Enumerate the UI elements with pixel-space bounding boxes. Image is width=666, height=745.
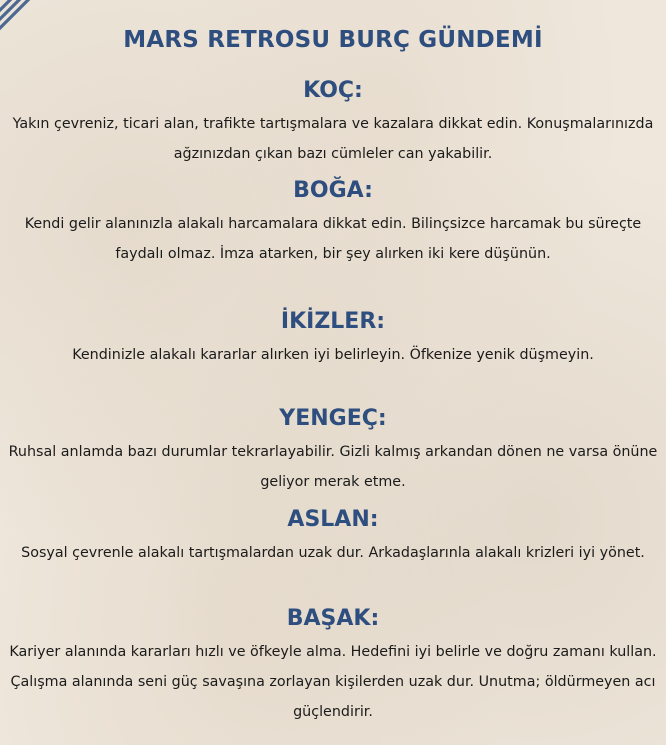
sign-section-boga — [0, 175, 666, 269]
sign-section-ikizler — [0, 306, 666, 370]
sign-section-basak — [0, 603, 666, 727]
sign-heading: ASLAN: — [287, 507, 379, 532]
sign-description: Kariyer alanında kararları hızlı ve öfkeyle alma. Hedefini iyi belirle ve doğru zamanı kullan. Çalışma alanında seni güç savaşına zorlayan kişilerden uzak dur. Unutma; öldürmeyen acı güçlendirir. — [9, 644, 657, 720]
sign-section-yengec — [0, 403, 666, 497]
sign-description: Sosyal çevrenle alakalı tartışmalardan uzak dur. Arkadaşlarınla alakalı krizleri iyi yönet. — [21, 545, 645, 561]
sign-heading: İKİZLER: — [280, 309, 386, 334]
sign-description: Kendinizle alakalı kararlar alırken iyi belirleyin. Öfkenize yenik düşmeyin. — [72, 347, 594, 363]
sign-description: Kendi gelir alanınızla alakalı harcamalara dikkat edin. Bilinçsizce harcamak bu süreçte faydalı olmaz. İmza atarken, bir şey alırken iki kere düşünün. — [24, 216, 642, 262]
sign-section-koc — [0, 75, 666, 169]
sign-heading: BAŞAK: — [286, 606, 380, 631]
sign-description: Ruhsal anlamda bazı durumlar tekrarlayabilir. Gizli kalmış arkandan dönen ne varsa önüne geliyor merak etme. — [8, 444, 658, 490]
sign-section-aslan — [0, 504, 666, 568]
sign-heading: KOÇ: — [303, 78, 363, 103]
page-title: MARS RETROSU BURÇ GÜNDEMİ — [123, 27, 543, 53]
sign-heading: BOĞA: — [293, 178, 373, 203]
sign-heading: YENGEÇ: — [279, 406, 387, 431]
sign-description: Yakın çevreniz, ticari alan, trafikte tartışmalara ve kazalara dikkat edin. Konuşmalarınızda ağzınızdan çıkan bazı cümleler can yakabilir. — [12, 116, 654, 162]
